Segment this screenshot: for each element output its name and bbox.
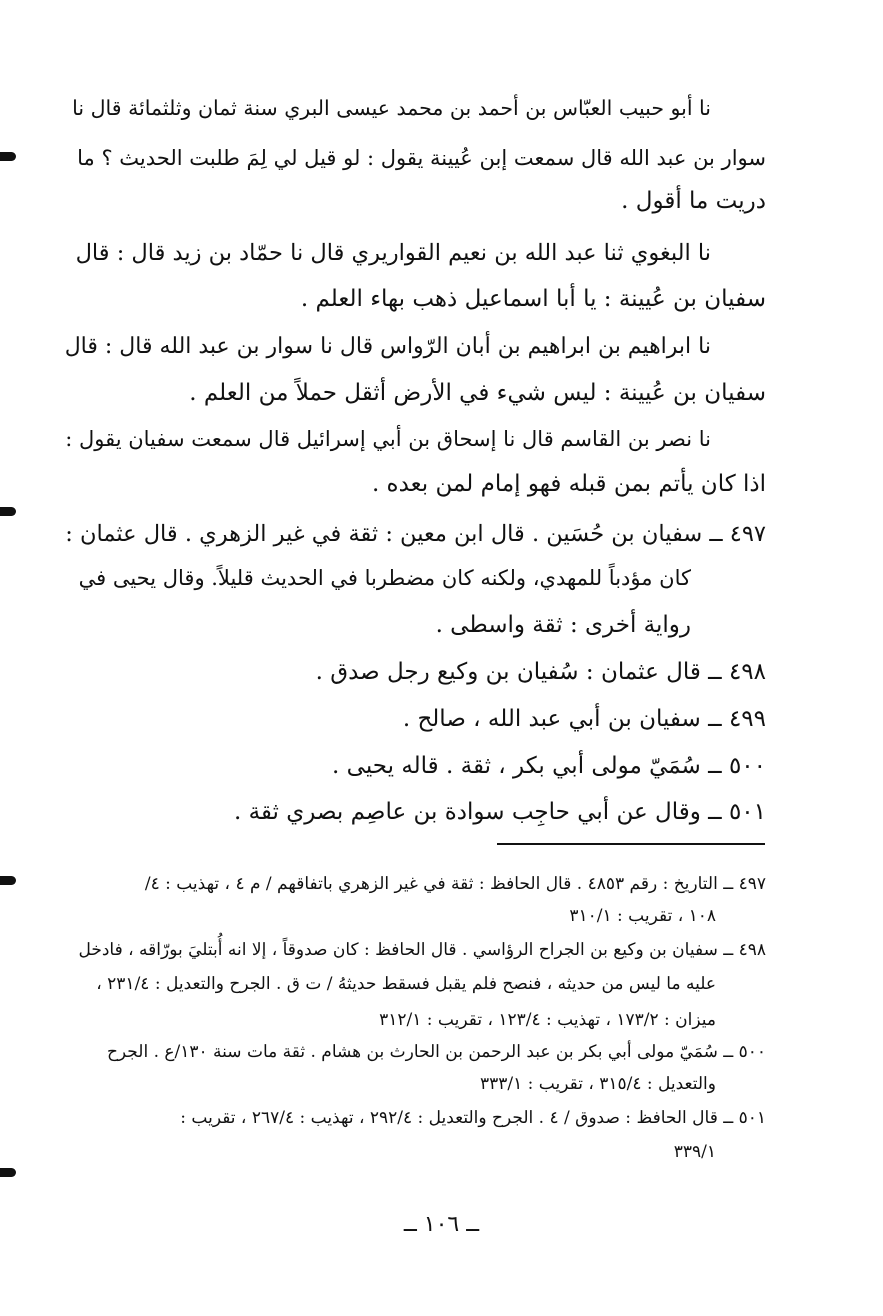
text-line: نا أبو حبيب العبّاس بن أحمد بن محمد عيسى البري سنة ثمان وثلثمائة قال نا: [72, 96, 711, 120]
footnote-line: ١٠٨ ، تقريب : ٣١٠/١: [569, 906, 716, 926]
margin-mark: [0, 152, 16, 161]
text-line: نا نصر بن القاسم قال نا إسحاق بن أبي إسرائيل قال سمعت سفيان يقول :: [65, 427, 711, 451]
entry-498: ٤٩٨ ــ قال عثمان : سُفيان بن وكيع رجل صدق .: [315, 659, 766, 685]
text-line: دريت ما أقول .: [621, 188, 766, 214]
footnote-line: ميزان : ١٧٣/٢ ، تهذيب : ١٢٣/٤ ، تقريب : ٣١٢/١: [379, 1010, 716, 1030]
text-line: سوار بن عبد الله قال سمعت إبن عُيينة يقول : لو قيل لي لِمَ طلبت الحديث ؟ ما: [77, 146, 766, 170]
entry-499: ٤٩٩ ــ سفيان بن أبي عبد الله ، صالح .: [402, 706, 766, 732]
page-number: ــ ١٠٦ ــ: [403, 1212, 480, 1237]
footnote-line: ٣٣٩/١: [673, 1142, 716, 1162]
text-line: سفيان بن عُيينة : يا أبا اسماعيل ذهب بهاء العلم .: [300, 286, 766, 312]
footnote-line: والتعديل : ٣١٥/٤ ، تقريب : ٣٣٣/١: [479, 1074, 716, 1094]
footnote-498: ٤٩٨ ــ سفيان بن وكيع بن الجراح الرؤاسي . قال الحافظ : كان صدوقاً ، إلا انه أُبتليَ بورّاقه ، فادخل: [78, 940, 766, 960]
text-line: نا ابراهيم بن ابراهيم بن أبان الرّواس قال نا سوار بن عبد الله قال : قال: [64, 334, 711, 359]
text-line: سفيان بن عُيينة : ليس شيء في الأرض أثقل حملاً من العلم .: [189, 380, 766, 406]
entry-497: ٤٩٧ ــ سفيان بن حُسَين . قال ابن معين : ثقة في غير الزهري . قال عثمان :: [65, 521, 766, 547]
footnote-500: ٥٠٠ ــ سُمَيّ مولى أبي بكر بن عبد الرحمن بن الحارث بن هشام . ثقة مات سنة ١٣٠/ع . الجرح: [106, 1042, 766, 1062]
text-line: رواية أخرى : ثقة واسطى .: [435, 612, 691, 638]
text-line: اذا كان يأتم بمن قبله فهو إمام لمن بعده .: [371, 471, 766, 497]
footnote-501: ٥٠١ ــ قال الحافظ : صدوق / ٤ . الجرح والتعديل : ٢٩٢/٤ ، تهذيب : ٢٦٧/٤ ، تقريب :: [180, 1108, 766, 1128]
margin-mark: [0, 876, 16, 885]
margin-mark: [0, 1168, 16, 1177]
footnote-497: ٤٩٧ ــ التاريخ : رقم ٤٨٥٣ . قال الحافظ : ثقة في غير الزهري باتفاقهم / م ٤ ، تهذيب : ٤/: [144, 874, 766, 894]
text-line: نا البغوي ثنا عبد الله بن نعيم القواريري قال نا حمّاد بن زيد قال : قال: [75, 240, 711, 266]
margin-mark: [0, 507, 16, 516]
entry-500: ٥٠٠ ــ سُمَيّ مولى أبي بكر ، ثقة . قاله يحيى .: [332, 753, 766, 779]
entry-501: ٥٠١ ــ وقال عن أبي حاجِب سوادة بن عاصِم بصري ثقة .: [233, 799, 766, 825]
footnote-line: عليه ما ليس من حديثه ، فنصح فلم يقبل فسقط حديثهُ / ت ق . الجرح والتعديل : ٢٣١/٤ ،: [96, 974, 716, 994]
footnote-divider: [497, 843, 765, 845]
text-line: كان مؤدباً للمهدي، ولكنه كان مضطربا في الحديث قليلاً. وقال يحيى في: [78, 566, 691, 590]
